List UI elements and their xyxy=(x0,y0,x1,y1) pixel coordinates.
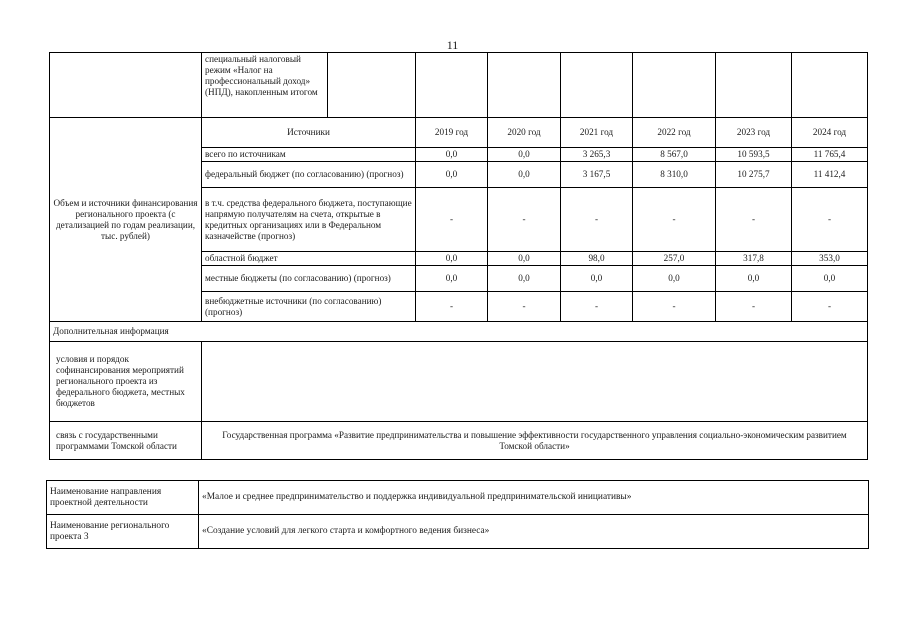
project-value: «Создание условий для легкого старта и комфортного ведения бизнеса» xyxy=(199,515,869,549)
value-cell: - xyxy=(716,292,792,322)
value-cell: 0,0 xyxy=(488,162,561,188)
direction-row xyxy=(47,481,869,515)
empty-cell xyxy=(488,53,561,118)
project-row xyxy=(47,515,869,549)
value-cell: 0,0 xyxy=(561,266,633,292)
empty-cell xyxy=(328,53,416,118)
financing-header-row xyxy=(50,118,868,148)
year-header: 2022 год xyxy=(633,118,716,148)
value-cell: 10 593,5 xyxy=(716,148,792,162)
value-cell: 3 265,3 xyxy=(561,148,633,162)
value-cell: - xyxy=(792,188,868,252)
project-info-table xyxy=(46,480,869,549)
value-cell: - xyxy=(633,188,716,252)
value-cell: 0,0 xyxy=(416,252,488,266)
year-header: 2020 год xyxy=(488,118,561,148)
program-link-row xyxy=(50,422,868,460)
direction-label: Наименование направления проектной деятельности xyxy=(47,481,199,515)
additional-header: Дополнительная информация xyxy=(50,322,868,342)
direction-value: «Малое и среднее предпринимательство и поддержка индивидуальной предпринимательской инициативы» xyxy=(199,481,869,515)
value-cell: - xyxy=(633,292,716,322)
source-label: федеральный бюджет (по согласованию) (прогноз) xyxy=(202,162,416,188)
value-cell: - xyxy=(792,292,868,322)
cofinancing-row xyxy=(50,342,868,422)
value-cell: 3 167,5 xyxy=(561,162,633,188)
year-header: 2023 год xyxy=(716,118,792,148)
value-cell: 0,0 xyxy=(416,148,488,162)
sources-header: Источники xyxy=(202,118,416,148)
source-label: областной бюджет xyxy=(202,252,416,266)
value-cell: 0,0 xyxy=(488,148,561,162)
value-cell: - xyxy=(416,292,488,322)
value-cell: 0,0 xyxy=(488,266,561,292)
year-header: 2021 год xyxy=(561,118,633,148)
empty-cell xyxy=(633,53,716,118)
empty-cell xyxy=(416,53,488,118)
cofinancing-value xyxy=(202,342,868,422)
value-cell: - xyxy=(488,188,561,252)
empty-cell xyxy=(792,53,868,118)
financing-table xyxy=(49,52,868,460)
financing-label: Объем и источники финансирования регионального проекта (с детализацией по годам реализации, тыс. рублей) xyxy=(50,118,202,322)
value-cell: - xyxy=(716,188,792,252)
value-cell: 0,0 xyxy=(716,266,792,292)
cofinancing-label: условия и порядок софинансирования мероприятий регионального проекта из федерального бюджета, местных бюджетов xyxy=(50,342,202,422)
value-cell: 317,8 xyxy=(716,252,792,266)
value-cell: 0,0 xyxy=(792,266,868,292)
year-header: 2024 год xyxy=(792,118,868,148)
source-label: местные бюджеты (по согласованию) (прогноз) xyxy=(202,266,416,292)
additional-header-row xyxy=(50,322,868,342)
empty-cell xyxy=(561,53,633,118)
empty-cell xyxy=(716,53,792,118)
value-cell: 353,0 xyxy=(792,252,868,266)
value-cell: 0,0 xyxy=(416,162,488,188)
value-cell: 257,0 xyxy=(633,252,716,266)
program-link-label: связь с государственными программами Томской области xyxy=(50,422,202,460)
value-cell: 98,0 xyxy=(561,252,633,266)
value-cell: - xyxy=(416,188,488,252)
value-cell: - xyxy=(561,188,633,252)
value-cell: 8 567,0 xyxy=(633,148,716,162)
source-label: всего по источникам xyxy=(202,148,416,162)
value-cell: 0,0 xyxy=(633,266,716,292)
value-cell: 0,0 xyxy=(488,252,561,266)
value-cell: 0,0 xyxy=(416,266,488,292)
empty-cell xyxy=(50,53,202,118)
value-cell: - xyxy=(561,292,633,322)
project-label: Наименование регионального проекта 3 xyxy=(47,515,199,549)
npd-row xyxy=(50,53,868,118)
value-cell: 11 412,4 xyxy=(792,162,868,188)
year-header: 2019 год xyxy=(416,118,488,148)
value-cell: 11 765,4 xyxy=(792,148,868,162)
page-number: 11 xyxy=(446,38,459,52)
npd-label: специальный налоговый режим «Налог на профессиональный доход» (НПД), накопленным итогом xyxy=(202,53,328,118)
program-link-value: Государственная программа «Развитие предпринимательства и повышение эффективности государственного управления социально-экономическим развитием Томской области» xyxy=(202,422,868,460)
source-label: внебюджетные источники (по согласованию) (прогноз) xyxy=(202,292,416,322)
value-cell: 8 310,0 xyxy=(633,162,716,188)
value-cell: - xyxy=(488,292,561,322)
source-label: в т.ч. средства федерального бюджета, поступающие напрямую получателям на счета, открытые в кредитных организациях или в Федеральном казначействе (прогноз) xyxy=(202,188,416,252)
value-cell: 10 275,7 xyxy=(716,162,792,188)
